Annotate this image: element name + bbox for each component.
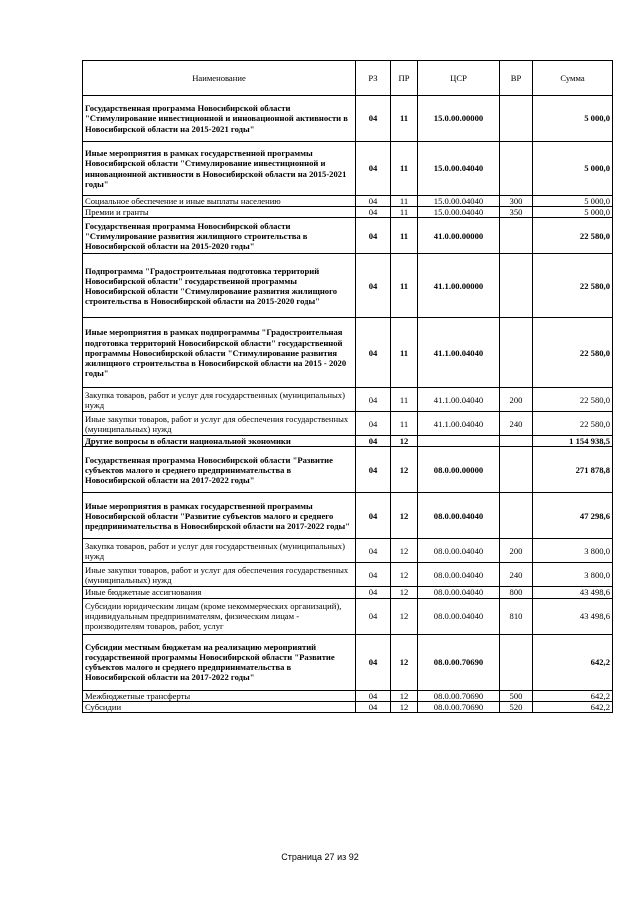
cell-name: Закупка товаров, работ и услуг для государственных (муниципальных) нужд: [83, 388, 356, 412]
cell-name: Межбюджетные трансферты: [83, 690, 356, 701]
header-pr: ПР: [391, 61, 418, 96]
cell-name: Подпрограмма "Градостроительная подготовка территорий Новосибирской области" государственной программы Новосибирской области "Стимулирование развития жилищного строительства в Новосибирской области на 2015-2020 годы": [83, 254, 356, 318]
cell-rz: 04: [356, 587, 391, 598]
budget-table-body: [83, 96, 613, 713]
cell-sum: 43 498,6: [533, 587, 613, 598]
table-row: [83, 318, 613, 388]
cell-sum: 22 580,0: [533, 254, 613, 318]
cell-name: Иные мероприятия в рамках подпрограммы "Градостроительная подготовка территорий Новосибирской области" государственной программы Новосибирской области "Стимулирование развития жилищного строительства в Новосибирской области на 2015 - 2020 годы": [83, 318, 356, 388]
cell-vr: 300: [500, 196, 533, 207]
cell-sum: 3 800,0: [533, 563, 613, 587]
cell-csr: [418, 436, 500, 447]
table-row: [83, 142, 613, 196]
budget-page: [82, 60, 612, 713]
cell-vr: [500, 634, 533, 690]
cell-name: Субсидии юридическим лицам (кроме некоммерческих организаций), индивидуальным предпринимателям, физическим лицам - производителям товаров, работ, услуг: [83, 598, 356, 634]
cell-sum: 271 878,8: [533, 447, 613, 493]
cell-rz: 04: [356, 388, 391, 412]
cell-sum: 642,2: [533, 701, 613, 712]
header-rz: РЗ: [356, 61, 391, 96]
cell-csr: 41.1.00.04040: [418, 412, 500, 436]
cell-name: Иные мероприятия в рамках государственной программы Новосибирской области "Развитие субъектов малого и среднего предпринимательства в Новосибирской области на 2017-2022 годы": [83, 493, 356, 539]
cell-name: Другие вопросы в области национальной экономики: [83, 436, 356, 447]
cell-rz: 04: [356, 563, 391, 587]
cell-csr: 41.1.00.04040: [418, 388, 500, 412]
table-row: [83, 587, 613, 598]
table-row: [83, 96, 613, 142]
cell-pr: 11: [391, 318, 418, 388]
table-row: [83, 598, 613, 634]
cell-vr: 520: [500, 701, 533, 712]
cell-name: Иные закупки товаров, работ и услуг для обеспечения государственных (муниципальных) нужд: [83, 412, 356, 436]
cell-name: Иные мероприятия в рамках государственной программы Новосибирской области "Стимулирование инвестиционной и инновационной активности в Новосибирской области на 2015-2021 годы": [83, 142, 356, 196]
cell-csr: 08.0.00.04040: [418, 563, 500, 587]
cell-vr: 240: [500, 563, 533, 587]
table-row: [83, 563, 613, 587]
cell-vr: [500, 493, 533, 539]
table-row: [83, 436, 613, 447]
cell-rz: 04: [356, 598, 391, 634]
table-row: [83, 690, 613, 701]
cell-name: Государственная программа Новосибирской области "Стимулирование инвестиционной и инновационной активности в Новосибирской области на 2015-2021 годы": [83, 96, 356, 142]
table-row: [83, 254, 613, 318]
cell-csr: 08.0.00.04040: [418, 493, 500, 539]
cell-name: Субсидии: [83, 701, 356, 712]
cell-sum: 5 000,0: [533, 207, 613, 218]
cell-sum: 22 580,0: [533, 388, 613, 412]
cell-name: Премии и гранты: [83, 207, 356, 218]
cell-pr: 12: [391, 436, 418, 447]
cell-name: Закупка товаров, работ и услуг для государственных (муниципальных) нужд: [83, 539, 356, 563]
cell-vr: [500, 436, 533, 447]
cell-sum: 47 298,6: [533, 493, 613, 539]
cell-name: Иные закупки товаров, работ и услуг для обеспечения государственных (муниципальных) нужд: [83, 563, 356, 587]
cell-vr: 200: [500, 539, 533, 563]
cell-rz: 04: [356, 634, 391, 690]
cell-csr: 08.0.00.00000: [418, 447, 500, 493]
cell-pr: 11: [391, 218, 418, 254]
cell-name: Государственная программа Новосибирской области "Развитие субъектов малого и среднего предпринимательства в Новосибирской области на 2017-2022 годы": [83, 447, 356, 493]
budget-table: [82, 60, 613, 713]
cell-csr: 15.0.00.04040: [418, 196, 500, 207]
cell-vr: 200: [500, 388, 533, 412]
cell-rz: 04: [356, 254, 391, 318]
header-sum: Сумма: [533, 61, 613, 96]
cell-pr: 12: [391, 493, 418, 539]
cell-pr: 11: [391, 412, 418, 436]
cell-csr: 08.0.00.70690: [418, 634, 500, 690]
cell-csr: 15.0.00.00000: [418, 96, 500, 142]
table-row: [83, 701, 613, 712]
cell-sum: 5 000,0: [533, 196, 613, 207]
cell-sum: 642,2: [533, 690, 613, 701]
cell-vr: 500: [500, 690, 533, 701]
cell-csr: 41.1.00.04040: [418, 318, 500, 388]
cell-vr: [500, 254, 533, 318]
cell-pr: 11: [391, 142, 418, 196]
cell-name: Государственная программа Новосибирской области "Стимулирование развития жилищного строительства в Новосибирской области на 2015-2020 годы": [83, 218, 356, 254]
cell-rz: 04: [356, 96, 391, 142]
cell-pr: 12: [391, 701, 418, 712]
cell-pr: 12: [391, 690, 418, 701]
cell-vr: [500, 447, 533, 493]
cell-pr: 12: [391, 447, 418, 493]
cell-pr: 11: [391, 207, 418, 218]
cell-sum: 1 154 938,5: [533, 436, 613, 447]
cell-sum: 3 800,0: [533, 539, 613, 563]
cell-rz: 04: [356, 493, 391, 539]
cell-vr: 350: [500, 207, 533, 218]
cell-rz: 04: [356, 318, 391, 388]
cell-name: Иные бюджетные ассигнования: [83, 587, 356, 598]
cell-name: Социальное обеспечение и иные выплаты населению: [83, 196, 356, 207]
cell-sum: 642,2: [533, 634, 613, 690]
cell-pr: 12: [391, 587, 418, 598]
cell-csr: 15.0.00.04040: [418, 142, 500, 196]
cell-pr: 12: [391, 539, 418, 563]
cell-vr: 810: [500, 598, 533, 634]
cell-rz: 04: [356, 207, 391, 218]
cell-name: Субсидии местным бюджетам на реализацию мероприятий государственной программы Новосибирской области "Развитие субъектов малого и среднего предпринимательства в Новосибирской области на 2017-2022 годы": [83, 634, 356, 690]
cell-sum: 5 000,0: [533, 96, 613, 142]
cell-pr: 11: [391, 254, 418, 318]
header-name: Наименование: [83, 61, 356, 96]
cell-vr: [500, 218, 533, 254]
table-row: [83, 412, 613, 436]
cell-rz: 04: [356, 218, 391, 254]
cell-vr: [500, 96, 533, 142]
cell-csr: 41.1.00.00000: [418, 254, 500, 318]
cell-csr: 08.0.00.04040: [418, 587, 500, 598]
cell-csr: 08.0.00.04040: [418, 598, 500, 634]
table-row: [83, 388, 613, 412]
cell-pr: 11: [391, 388, 418, 412]
cell-rz: 04: [356, 539, 391, 563]
cell-vr: 240: [500, 412, 533, 436]
cell-csr: 08.0.00.70690: [418, 701, 500, 712]
table-row: [83, 493, 613, 539]
cell-pr: 11: [391, 96, 418, 142]
cell-sum: 22 580,0: [533, 218, 613, 254]
cell-sum: 5 000,0: [533, 142, 613, 196]
table-row: [83, 207, 613, 218]
cell-rz: 04: [356, 142, 391, 196]
cell-rz: 04: [356, 412, 391, 436]
table-header-row: [83, 61, 613, 96]
cell-rz: 04: [356, 196, 391, 207]
cell-pr: 12: [391, 563, 418, 587]
cell-sum: 43 498,6: [533, 598, 613, 634]
table-row: [83, 196, 613, 207]
cell-csr: 41.0.00.00000: [418, 218, 500, 254]
cell-csr: 08.0.00.70690: [418, 690, 500, 701]
table-row: [83, 447, 613, 493]
cell-vr: [500, 318, 533, 388]
cell-csr: 15.0.00.04040: [418, 207, 500, 218]
table-row: [83, 634, 613, 690]
cell-rz: 04: [356, 447, 391, 493]
cell-rz: 04: [356, 690, 391, 701]
table-row: [83, 218, 613, 254]
cell-vr: 800: [500, 587, 533, 598]
header-csr: ЦСР: [418, 61, 500, 96]
table-row: [83, 539, 613, 563]
cell-pr: 11: [391, 196, 418, 207]
cell-sum: 22 580,0: [533, 318, 613, 388]
cell-pr: 12: [391, 634, 418, 690]
page-number: Страница 27 из 92: [281, 852, 359, 862]
header-vr: ВР: [500, 61, 533, 96]
cell-csr: 08.0.00.04040: [418, 539, 500, 563]
cell-rz: 04: [356, 701, 391, 712]
cell-vr: [500, 142, 533, 196]
cell-sum: 22 580,0: [533, 412, 613, 436]
cell-pr: 12: [391, 598, 418, 634]
cell-rz: 04: [356, 436, 391, 447]
